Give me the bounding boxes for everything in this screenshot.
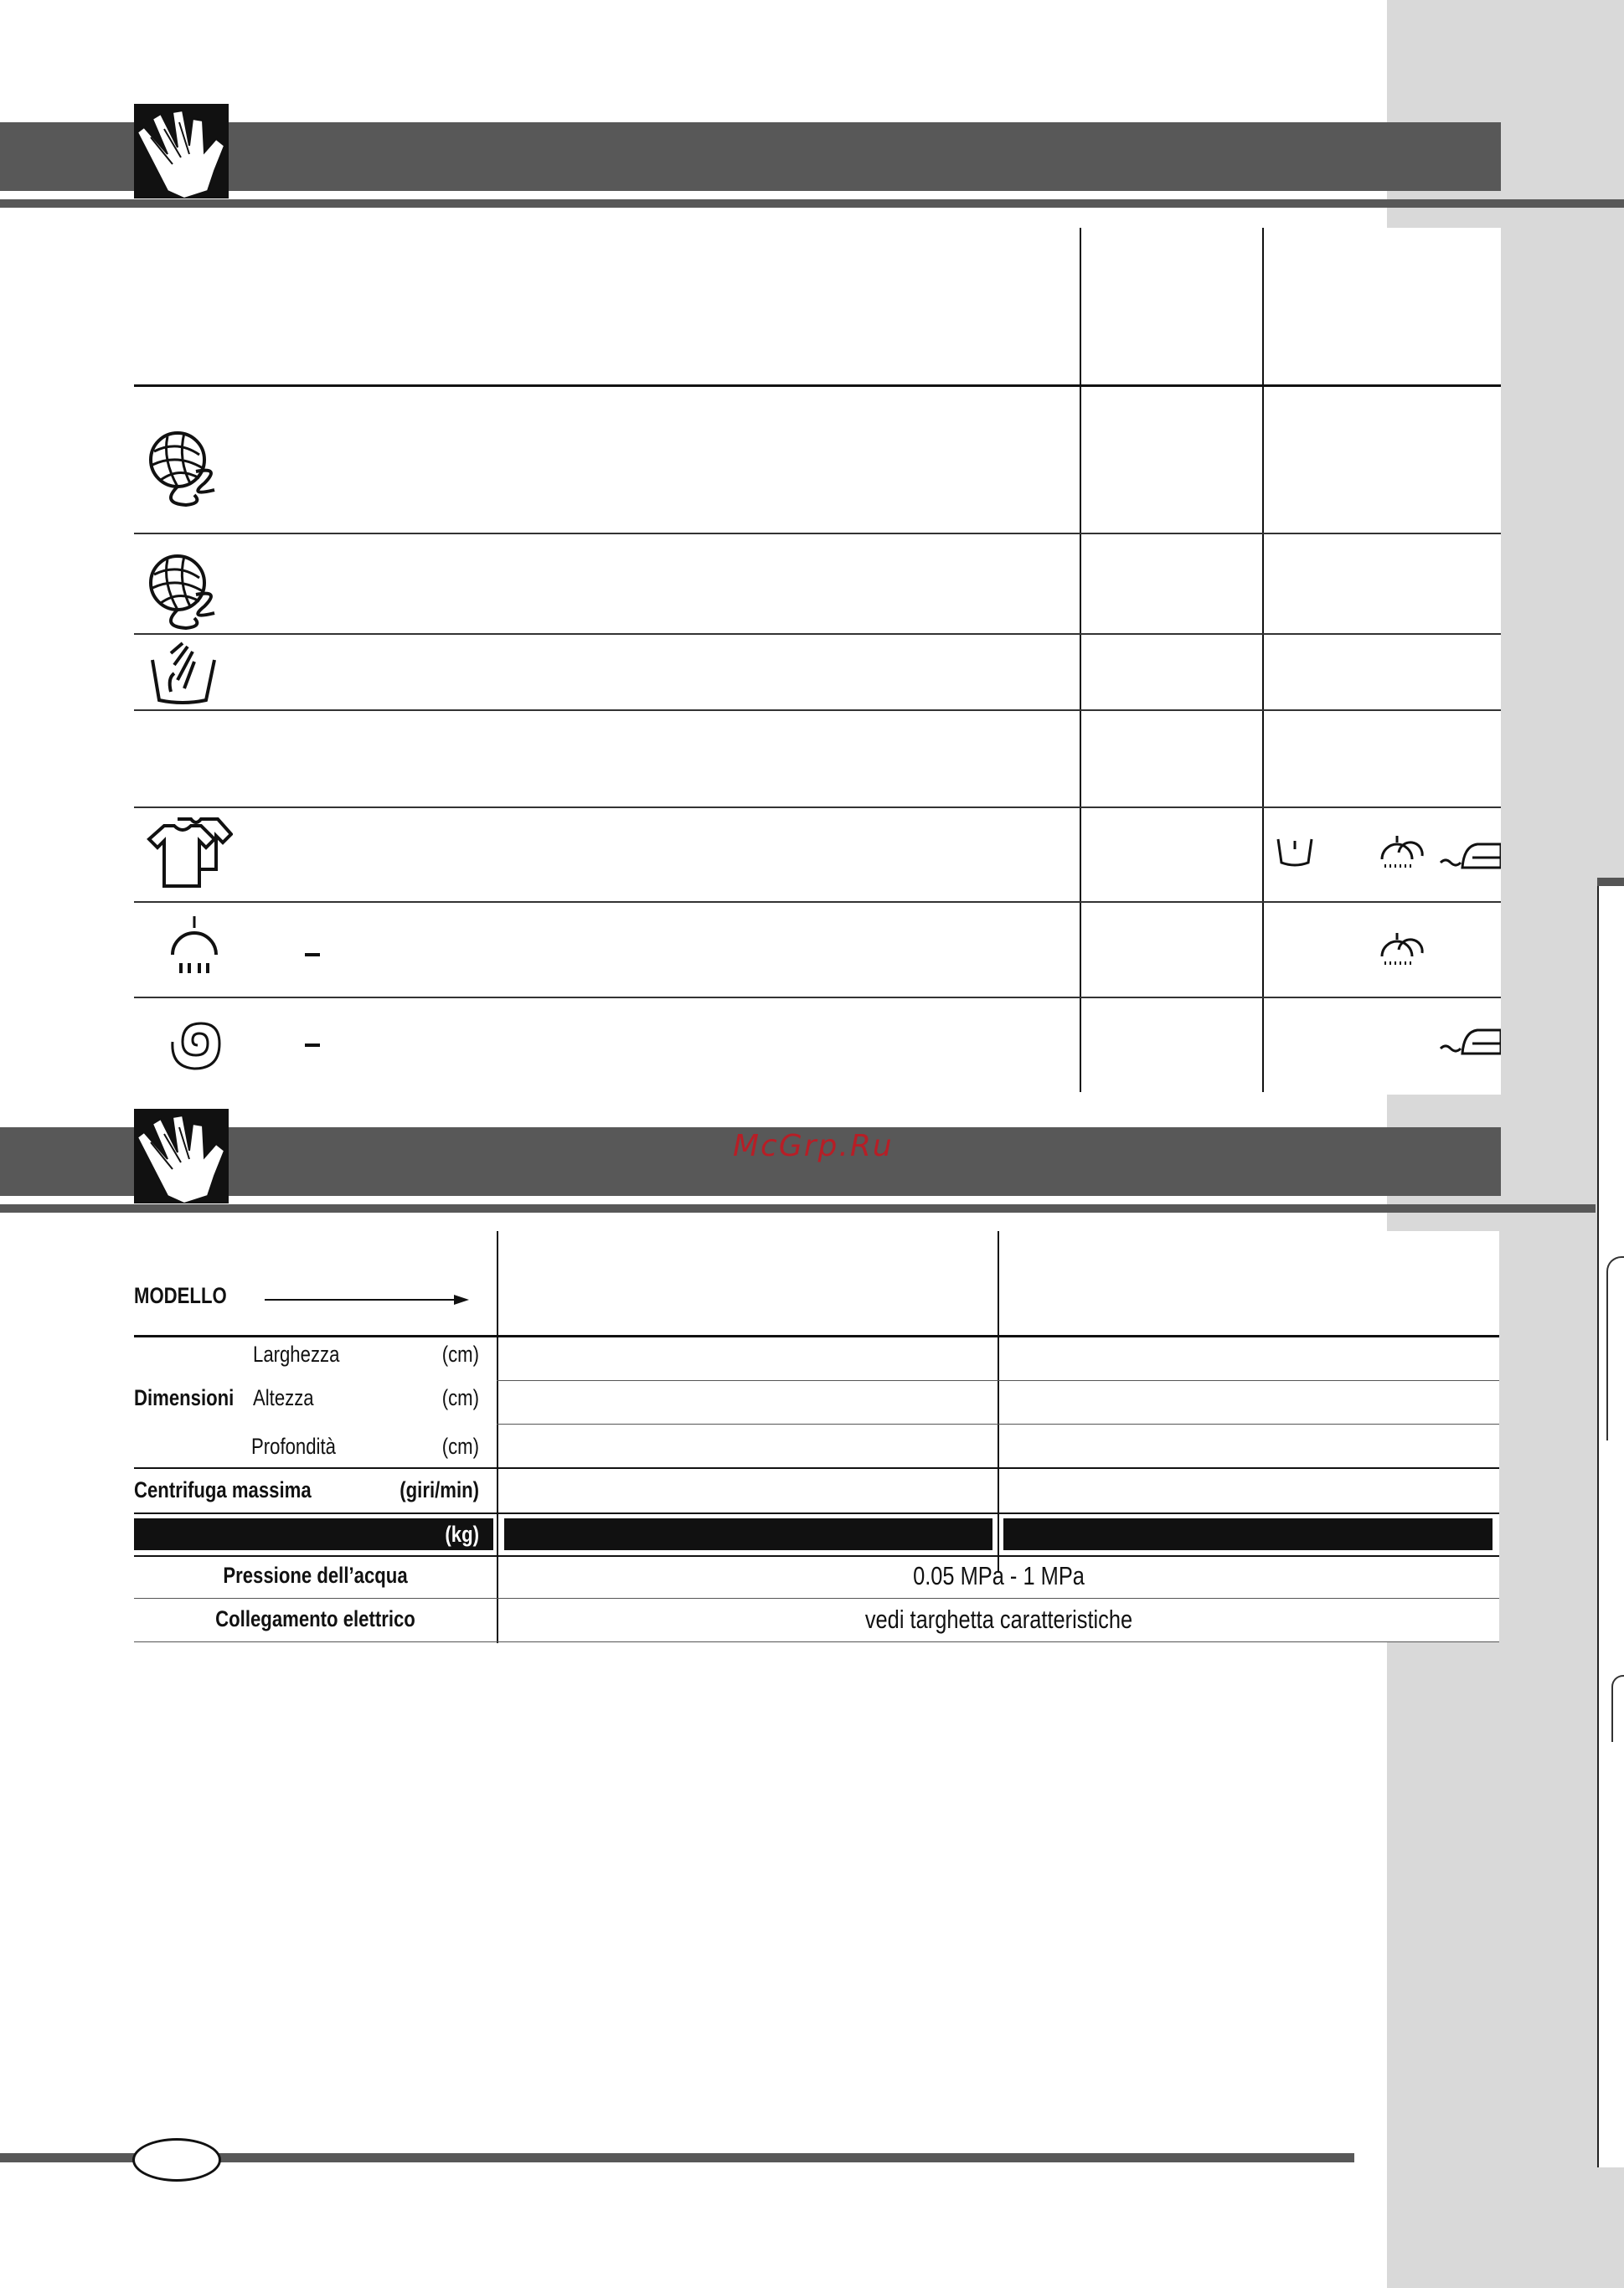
- pressione-value: 0.05 MPa - 1 MPa: [913, 1561, 1085, 1590]
- collegamento-label: Collegamento elettrico: [215, 1606, 415, 1631]
- spec-table-rule: [134, 1555, 1499, 1557]
- spec-table-rule: [134, 1641, 1499, 1642]
- spec-table-divider-model: [998, 1231, 999, 1573]
- spec-table-rule: [134, 1335, 1499, 1337]
- care-table-row-rule: [134, 633, 1501, 635]
- hand-icon: [134, 1109, 229, 1203]
- hand-icon: [134, 104, 229, 198]
- spec-table-rule: [134, 1512, 1499, 1514]
- care-table-divider-1: [1080, 228, 1081, 1092]
- cm-unit: (cm): [441, 1385, 479, 1410]
- spec-table-rule: [134, 1598, 1499, 1599]
- watermark: McGrp.Ru: [733, 1129, 894, 1163]
- kg-value-cell-1: [504, 1518, 992, 1550]
- care-table-row-rule: [134, 901, 1501, 903]
- spin-spiral-icon: [166, 1012, 229, 1075]
- side-preview-shape: [1611, 1675, 1624, 1742]
- section-header-rule-specs: [0, 1204, 1596, 1213]
- rinse-shower-icon: [164, 915, 223, 978]
- spec-table-rule: [497, 1380, 1499, 1381]
- modello-label: MODELLO: [134, 1283, 227, 1308]
- care-table-row-rule: [134, 997, 1501, 998]
- spec-table-divider-label: [497, 1231, 498, 1643]
- wool-ball-icon: [144, 546, 228, 633]
- shirts-icon: [146, 814, 233, 889]
- wash-tub-icon: [1275, 836, 1315, 869]
- care-dash: [305, 953, 320, 956]
- larghezza-label: Larghezza: [253, 1342, 340, 1367]
- care-dash: [305, 1044, 320, 1047]
- wool-ball-icon: [144, 423, 228, 510]
- page-number-oval: [132, 2138, 221, 2182]
- care-table-row-rule: [134, 709, 1501, 711]
- cm-unit: (cm): [441, 1434, 479, 1459]
- care-table-row-rule: [134, 806, 1501, 808]
- hand-wash-icon: [149, 640, 218, 707]
- drying-icon: [1379, 931, 1429, 966]
- iron-icon: [1439, 837, 1501, 871]
- care-table-divider-2: [1262, 228, 1264, 1092]
- section-header-rule-care: [0, 199, 1624, 208]
- drying-icon: [1379, 834, 1429, 869]
- altezza-label: Altezza: [253, 1385, 314, 1410]
- care-table-row-rule: [134, 533, 1501, 534]
- cm-unit: (cm): [441, 1342, 479, 1367]
- kg-unit: (kg): [445, 1522, 479, 1547]
- side-page-preview-top: [1597, 878, 1624, 886]
- centrifuga-unit: (giri/min): [400, 1477, 479, 1502]
- spec-table-rule: [134, 1467, 1499, 1469]
- iron-icon: [1439, 1023, 1501, 1057]
- side-page-preview: [1597, 878, 1624, 2167]
- side-preview-shape: [1606, 1256, 1624, 1440]
- pressione-label: Pressione dell’acqua: [223, 1563, 408, 1588]
- collegamento-value: vedi targhetta caratteristiche: [864, 1605, 1133, 1634]
- dimensioni-label: Dimensioni: [134, 1385, 235, 1410]
- profondita-label: Profondità: [251, 1434, 336, 1459]
- centrifuga-label: Centrifuga massima: [134, 1477, 312, 1502]
- kg-value-cell-2: [1003, 1518, 1493, 1550]
- arrow-right-icon: [265, 1293, 471, 1306]
- spec-table-rule: [497, 1424, 1499, 1425]
- care-table-header-rule: [134, 384, 1501, 387]
- care-table: [134, 228, 1501, 1095]
